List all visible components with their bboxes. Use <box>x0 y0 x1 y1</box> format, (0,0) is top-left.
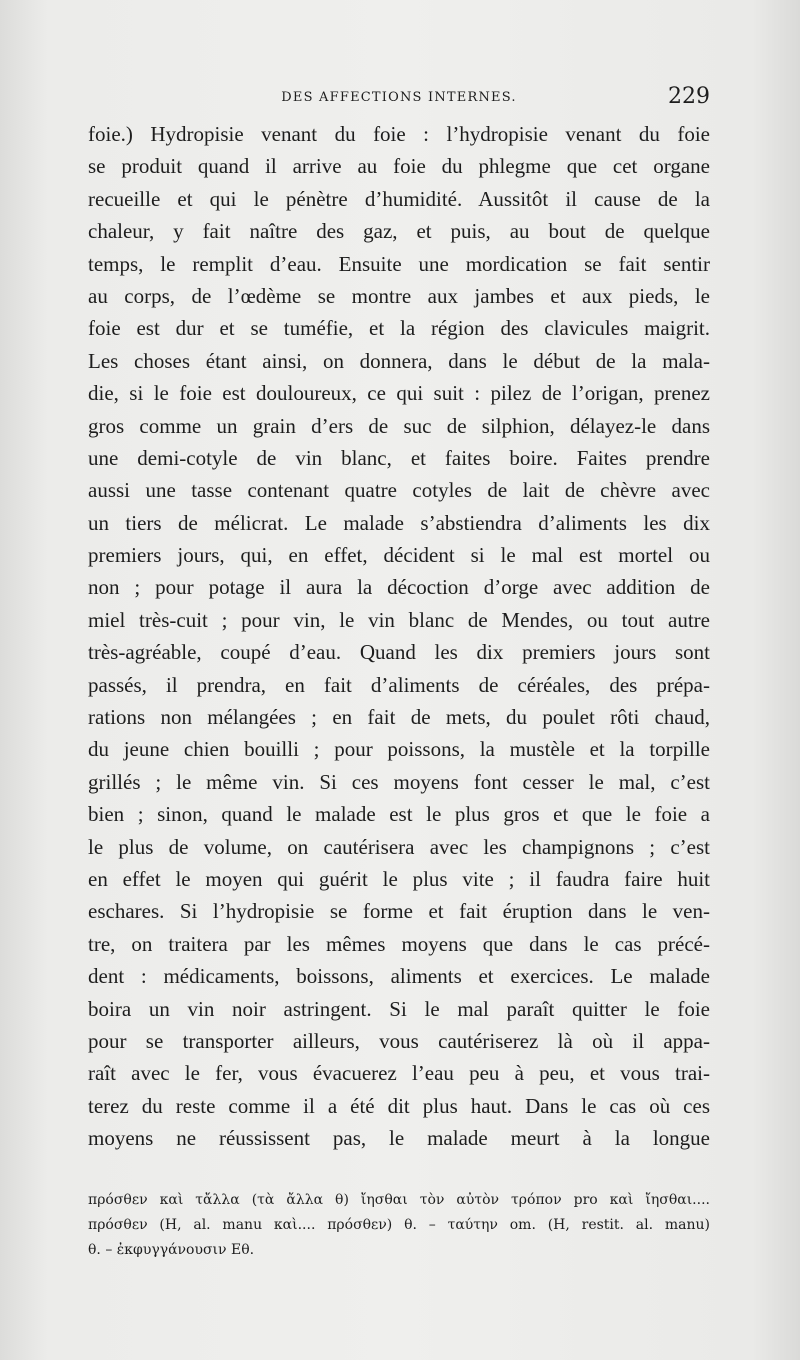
running-title: DES AFFECTIONS INTERNES. <box>281 90 517 105</box>
text-line: non ; pour potage il aura la décoction d’orge avec addition de <box>88 575 710 600</box>
footnote-line: πρόσθεν καὶ τἄλλα (τὰ ἄλλα θ) ἴησθαι τὸν αὐτὸν τρόπον pro καὶ ἴησθαι.... <box>88 1192 710 1208</box>
footnote-line: θ. – ἐκφυγγάνουσιν Εθ. <box>88 1242 255 1258</box>
text-line: rations non mélangées ; en fait de mets, du poulet rôti chaud, <box>88 705 710 730</box>
text-line: se produit quand il arrive au foie du phlegme que cet organe <box>88 154 710 179</box>
footnotes <box>88 1188 710 1263</box>
text-line: un tiers de mélicrat. Le malade s’abstiendra d’aliments les dix <box>88 510 710 535</box>
text-line: tre, on traitera par les mêmes moyens que dans le cas précé- <box>88 931 710 956</box>
text-line: Les choses étant ainsi, on donnera, dans le début de la mala- <box>88 348 710 373</box>
text-line: bien ; sinon, quand le malade est le plus gros et que le foie a <box>88 802 710 827</box>
footnote-line: πρόσθεν (H, al. manu καὶ.... πρόσθεν) θ. – ταύτην om. (H, restit. al. manu) <box>88 1217 710 1233</box>
text-line: miel très-cuit ; pour vin, le vin blanc de Mendes, ou tout autre <box>88 607 710 632</box>
page-header <box>88 86 710 112</box>
text-line: en effet le moyen qui guérit le plus vite ; il faudra faire huit <box>88 866 710 891</box>
main-text <box>88 118 710 1155</box>
text-line: le plus de volume, on cautérisera avec les champignons ; c’est <box>88 834 710 859</box>
text-line: pour se transporter ailleurs, vous cautériserez là où il appa- <box>88 1028 710 1053</box>
text-line: eschares. Si l’hydropisie se forme et fait éruption dans le ven- <box>88 899 710 924</box>
text-line: foie est dur et se tuméfie, et la région des clavicules maigrit. <box>88 316 710 341</box>
text-line: raît avec le fer, vous évacuerez l’eau peu à peu, et vous trai- <box>88 1061 710 1086</box>
text-line: gros comme un grain d’ers de suc de silphion, délayez-le dans <box>88 413 710 438</box>
text-line: au corps, de l’œdème se montre aux jambes et aux pieds, le <box>88 283 710 308</box>
text-line: moyens ne réussissent pas, le malade meurt à la longue <box>88 1126 710 1151</box>
text-line: du jeune chien bouilli ; pour poissons, la mustèle et la torpille <box>88 737 710 762</box>
text-line: temps, le remplit d’eau. Ensuite une mordication se fait sentir <box>88 251 710 276</box>
text-line: premiers jours, qui, en effet, décident si le mal est mortel ou <box>88 543 710 568</box>
text-line: une demi-cotyle de vin blanc, et faites boire. Faites prendre <box>88 445 710 470</box>
text-line: foie.) Hydropisie venant du foie : l’hydropisie venant du foie <box>88 122 710 146</box>
text-line: terez du reste comme il a été dit plus haut. Dans le cas où ces <box>88 1093 710 1118</box>
text-line: chaleur, y fait naître des gaz, et puis, au bout de quelque <box>88 219 710 244</box>
text-line: très-agréable, coupé d’eau. Quand les dix premiers jours sont <box>88 640 710 665</box>
text-line: boira un vin noir astringent. Si le mal paraît quitter le foie <box>88 996 710 1021</box>
text-line: grillés ; le même vin. Si ces moyens font cesser le mal, c’est <box>88 769 710 794</box>
text-line: die, si le foie est douloureux, ce qui suit : pilez de l’origan, prenez <box>88 381 710 406</box>
text-line: recueille et qui le pénètre d’humidité. Aussitôt il cause de la <box>88 186 710 211</box>
text-line: passés, il prendra, en fait d’aliments de céréales, des prépa- <box>88 672 710 697</box>
page-number: 229 <box>668 84 710 109</box>
text-line: dent : médicaments, boissons, aliments et exercices. Le malade <box>88 964 710 989</box>
text-line: aussi une tasse contenant quatre cotyles de lait de chèvre avec <box>88 478 710 503</box>
